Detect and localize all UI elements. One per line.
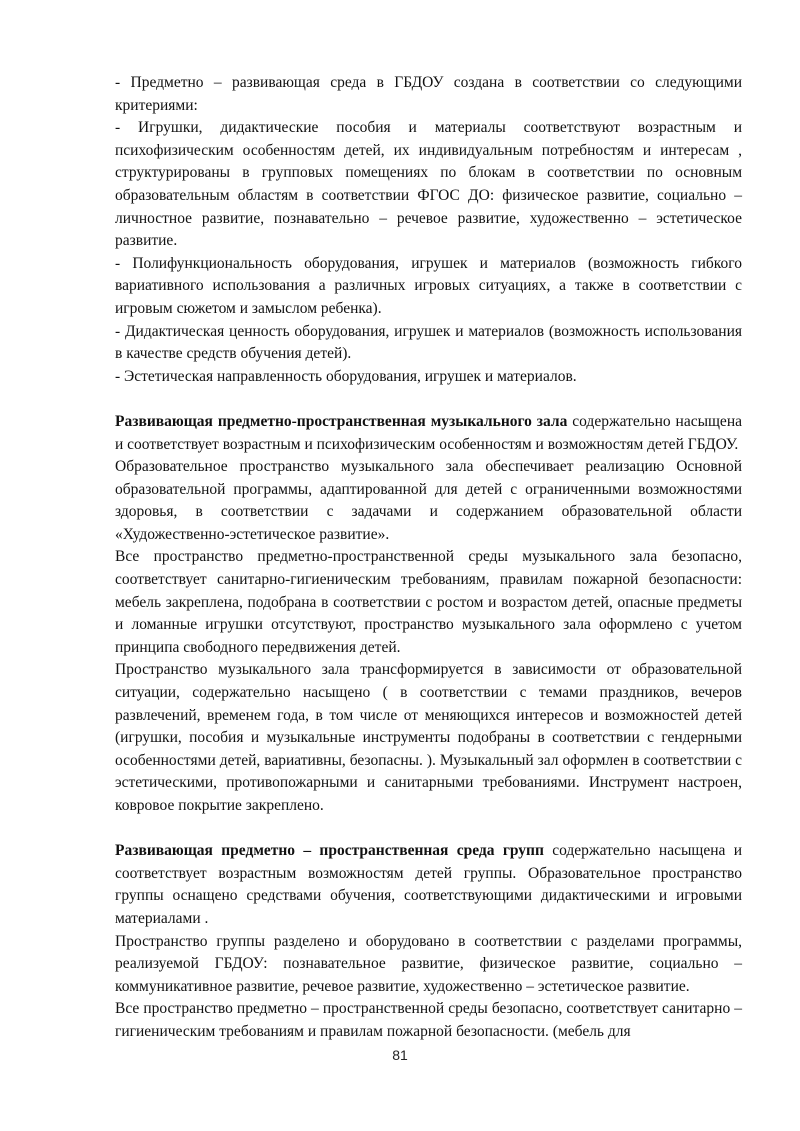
criteria-aesthetic: - Эстетическая направленность оборудования, игрушек и материалов. — [115, 367, 577, 385]
criteria-toys: - Игрушки, дидактические пособия и материалы соответствуют возрастным и психофизическим особенностям детей, их индивидуальным потребностям и интересам , структурированы в групповых помещениях по блокам в соответствии по основным образовательным областям в соответствии ФГОС ДО: физическое развитие, социально – личностное развитие, познавательно – речевое развитие, художественно – эстетическое развитие. — [115, 119, 742, 250]
music-hall-space: Образовательное пространство музыкального зала обеспечивает реализацию Основной образовательной программы, адаптированной для детей с ограниченными возможностями здоровья, в соответствии с задачами и содержанием образовательной области «Художественно-эстетическое развитие». — [115, 458, 742, 543]
page-number: 81 — [392, 1047, 408, 1063]
music-hall-safety: Все пространство предметно-пространственной среды музыкального зала безопасно, соответствует санитарно-гигиеническим требованиям, правилам пожарной безопасности: мебель закреплена, подобрана в соответствии с ростом и возрастом детей, опасные предметы и ломанные игрушки отсутствуют, пространство музыкального зала оформлено с учетом принципа свободного передвижения детей. — [115, 548, 742, 656]
group-environment-heading-paragraph — [115, 840, 742, 930]
group-safety: Все пространство предметно – пространственной среды безопасно, соответствует санитарно – гигиеническим требованиям и правилам пожарной безопасности. (мебель для — [115, 1000, 742, 1040]
criteria-polyfunctionality: - Полифункциональность оборудования, игрушек и материалов (возможность гибкого вариативного использования а различных игровых ситуациях, а также в соответствии с игровым сюжетом и замыслом ребенка). — [115, 254, 742, 317]
criteria-intro: - Предметно – развивающая среда в ГБДОУ создана в соответствии со следующими критериями: — [115, 74, 742, 114]
music-hall-heading-rest: содержательно насыщена и соответствует возрастным и психофизическим особенностям и возможностям детей ГБДОУ. — [115, 412, 742, 453]
music-hall-transformation: Пространство музыкального зала трансформируется в зависимости от образовательной ситуации, содержательно насыщено ( в соответствии с темами праздников, вечеров развлечений, временем года, в том числе от меняющихся интересов и возможностей детей (игрушки, пособия и музыкальные инструменты подобраны в соответствии с гендерными особенностями детей, вариативны, безопасны. ). Музыкальный зал оформлен в соответствии с эстетическими, противопожарными и санитарными требованиями. Инструмент настроен, ковровое покрытие закреплено. — [115, 661, 742, 814]
group-environment-heading: Развивающая предметно – пространственная среда групп — [115, 842, 544, 860]
music-hall-heading-paragraph — [115, 411, 742, 456]
criteria-didactic-value: - Дидактическая ценность оборудования, игрушек и материалов (возможность использования в качестве средств обучения детей). — [115, 322, 742, 363]
group-space-division: Пространство группы разделено и оборудовано в соответствии с разделами программы, реализуемой ГБДОУ: познавательное развитие, физическое развитие, социально – коммуникативное развитие, речевое развитие, художественно – эстетическое развитие. — [115, 932, 742, 995]
music-hall-heading: Развивающая предметно-пространственная музыкального зала — [115, 412, 568, 430]
group-environment-heading-rest: содержательно насыщена и соответствует возрастным возможностям детей группы. Образовательное пространство группы оснащено средствами обучения, соответствующими дидактическими и игровыми материалами . — [115, 842, 742, 927]
document-page — [115, 72, 742, 1044]
